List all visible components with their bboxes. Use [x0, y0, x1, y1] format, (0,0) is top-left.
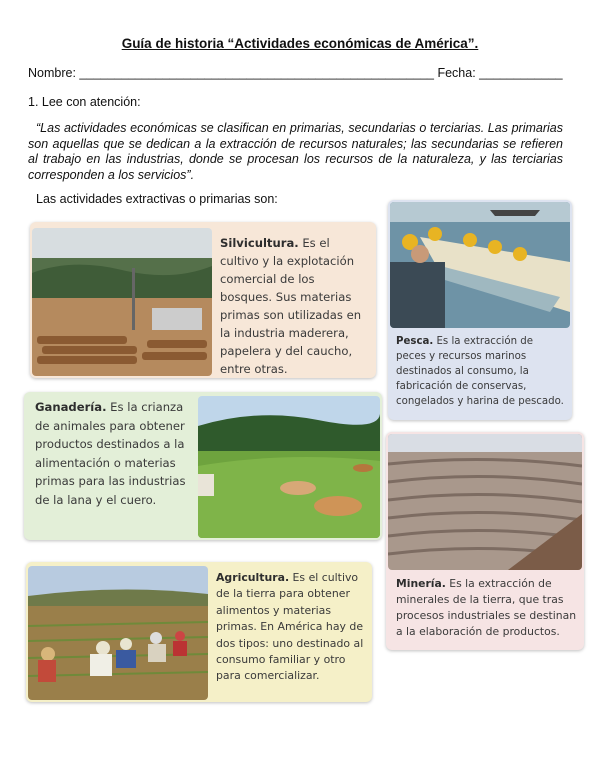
mining-photo	[388, 434, 582, 570]
silvicultura-term: Silvicultura.	[220, 236, 299, 250]
ganaderia-card	[24, 392, 382, 540]
fishing-photo	[390, 202, 570, 328]
pesca-description: Es la extracción de peces y recursos marinos destinados al consumo, la fabricación de conservas, congelados y harina de pescado.	[396, 336, 564, 407]
instruction: 1. Lee con atención:	[28, 95, 141, 109]
agricultura-term: Agricultura.	[216, 571, 290, 584]
mineria-description: Es la extracción de minerales de la tierra, que tras procesos industriales se destinan a la elaboración de productos.	[396, 577, 577, 638]
mineria-term: Minería.	[396, 577, 446, 590]
pesca-text	[396, 334, 566, 409]
agriculture-photo	[28, 566, 208, 700]
forestry-photo	[32, 228, 212, 376]
mineria-card	[386, 432, 584, 650]
ganaderia-term: Ganadería.	[35, 400, 107, 414]
date-field[interactable]: ____________	[479, 66, 563, 80]
silvicultura-description: Es el cultivo y la explotación comercial de los bosques. Sus materias primas son utilizadas en la industria maderera, papelera y del caucho, entre otras.	[220, 236, 362, 376]
agricultura-text	[216, 570, 368, 685]
silvicultura-text	[220, 234, 370, 378]
cattle-photo	[198, 396, 380, 538]
pesca-term: Pesca.	[396, 336, 434, 347]
name-label: Nombre:	[28, 66, 76, 80]
ganaderia-text	[35, 398, 197, 509]
date-label: Fecha:	[437, 66, 476, 80]
section-subtitle: Las actividades extractivas o primarias son:	[36, 192, 278, 206]
pesca-card	[388, 200, 572, 420]
silvicultura-card	[30, 222, 376, 378]
name-date-row	[28, 66, 563, 80]
agricultura-card	[26, 562, 372, 702]
quote-paragraph: “Las actividades económicas se clasifican en primarias, secundarias o terciarias. Las primarias son aquellas que se dedican a la extracción de recursos naturales; las secundarias se refieren al trabajo en las industrias, donde se procesan los recursos de la naturaleza, y las terciarias corresponden a los servicios”.	[28, 121, 563, 182]
name-field[interactable]: ___________________________________________________	[79, 66, 434, 80]
page-title: Guía de historia “Actividades económicas de América”.	[121, 36, 479, 51]
agricultura-description: Es el cultivo de la tierra para obtener alimentos y materias primas. En América hay de dos tipos: uno destinado al consumo familiar y otro para comercializar.	[216, 571, 364, 683]
ganaderia-description: Es la crianza de animales para obtener productos destinados a la alimentación o materias primas para las industrias de la lana y el cuero.	[35, 400, 186, 507]
mineria-text	[396, 576, 578, 640]
